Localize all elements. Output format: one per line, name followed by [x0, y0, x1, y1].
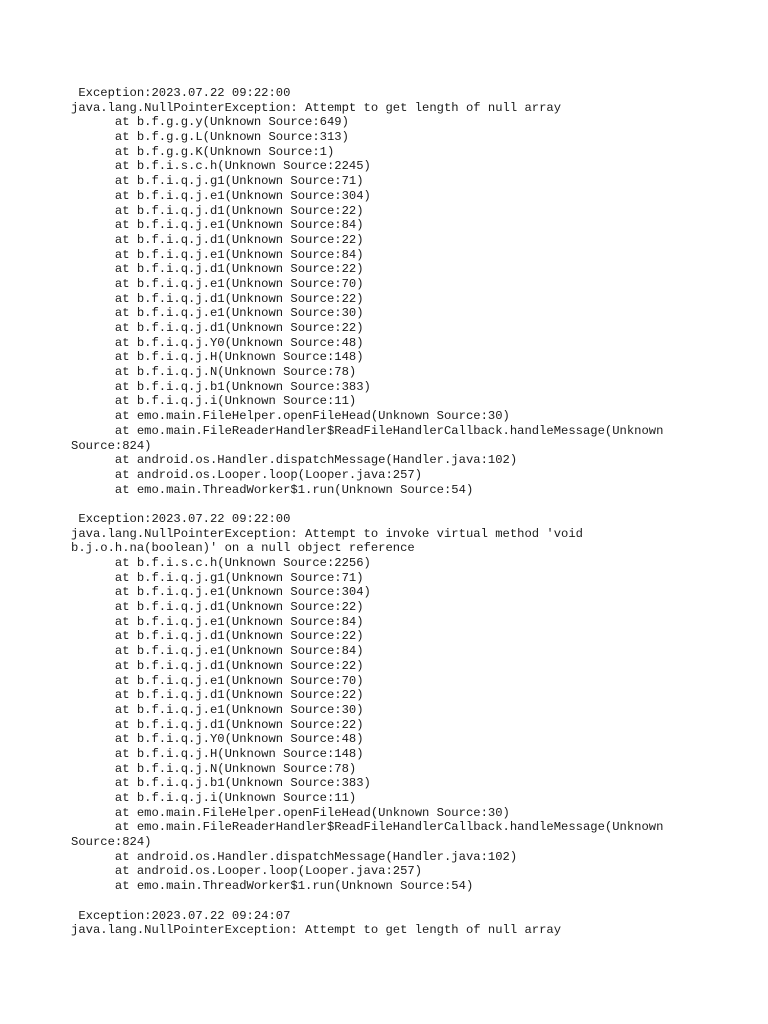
stack-trace-line: at emo.main.FileHelper.openFileHead(Unknown Source:30)	[71, 409, 510, 424]
stack-trace-line: at b.f.i.q.j.i(Unknown Source:11)	[71, 394, 357, 409]
stack-trace-line: at android.os.Handler.dispatchMessage(Handler.java:102)	[71, 849, 518, 864]
stack-trace-line: at b.f.i.q.j.b1(Unknown Source:383)	[71, 379, 371, 394]
stack-trace-line: at b.f.i.q.j.b1(Unknown Source:383)	[71, 776, 371, 791]
stack-trace-line: at android.os.Looper.loop(Looper.java:257)	[71, 467, 423, 482]
stack-trace-line: at b.f.i.q.j.g1(Unknown Source:71)	[71, 570, 364, 585]
stack-trace-line: at emo.main.ThreadWorker$1.run(Unknown Source:54)	[71, 879, 474, 894]
stack-trace-line: at b.f.i.q.j.e1(Unknown Source:70)	[71, 276, 364, 291]
stack-trace-line: at b.f.i.q.j.e1(Unknown Source:30)	[71, 702, 364, 717]
exception-block	[71, 86, 711, 497]
stack-trace-line: at b.f.i.q.j.e1(Unknown Source:304)	[71, 585, 371, 600]
stack-trace-line: at b.f.g.g.K(Unknown Source:1)	[71, 144, 335, 159]
stack-trace-line: at b.f.i.q.j.e1(Unknown Source:304)	[71, 188, 371, 203]
stack-trace-line: at b.f.i.q.j.d1(Unknown Source:22)	[71, 629, 364, 644]
exception-header: Exception:2023.07.22 09:22:00	[71, 511, 291, 526]
stack-trace-line: at b.f.i.q.j.N(Unknown Source:78)	[71, 761, 357, 776]
stack-trace-line: at b.f.i.q.j.H(Unknown Source:148)	[71, 746, 364, 761]
stack-trace-line: at emo.main.ThreadWorker$1.run(Unknown Source:54)	[71, 482, 474, 497]
exception-message: java.lang.NullPointerException: Attempt to invoke virtual method 'void	[71, 526, 583, 541]
stack-trace-line: at b.f.i.q.j.d1(Unknown Source:22)	[71, 688, 364, 703]
stack-trace-line: at b.f.i.s.c.h(Unknown Source:2245)	[71, 159, 371, 174]
log-document	[71, 86, 711, 938]
stack-trace-line: at b.f.g.g.L(Unknown Source:313)	[71, 130, 349, 145]
exception-header: Exception:2023.07.22 09:24:07	[71, 908, 291, 923]
exception-message: java.lang.NullPointerException: Attempt to get length of null array	[71, 923, 562, 938]
stack-trace-line: at b.f.i.q.j.d1(Unknown Source:22)	[71, 717, 364, 732]
stack-trace-line: at b.f.i.q.j.N(Unknown Source:78)	[71, 365, 357, 380]
block-separator	[71, 497, 711, 512]
stack-trace-line: at b.f.i.q.j.d1(Unknown Source:22)	[71, 321, 364, 335]
stack-trace-line: at android.os.Handler.dispatchMessage(Handler.java:102)	[71, 453, 518, 468]
stack-trace-line: at b.f.i.q.j.g1(Unknown Source:71)	[71, 174, 364, 189]
stack-trace-line: at b.f.i.q.j.d1(Unknown Source:22)	[71, 600, 364, 615]
stack-trace-line: at b.f.i.q.j.d1(Unknown Source:22)	[71, 291, 364, 306]
stack-trace-line: at b.f.i.q.j.d1(Unknown Source:22)	[71, 658, 364, 673]
stack-trace-line: at b.f.i.q.j.d1(Unknown Source:22)	[71, 262, 364, 277]
stack-trace-line: at emo.main.FileReaderHandler$ReadFileHandlerCallback.handleMessage(Unknown	[71, 820, 664, 835]
exception-block	[71, 909, 711, 938]
stack-trace-line: at b.f.i.q.j.d1(Unknown Source:22)	[71, 203, 364, 218]
stack-trace-line: at emo.main.FileReaderHandler$ReadFileHandlerCallback.handleMessage(Unknown	[71, 423, 664, 438]
stack-trace-line: at b.f.i.q.j.e1(Unknown Source:84)	[71, 247, 364, 262]
stack-trace-line: at android.os.Looper.loop(Looper.java:257)	[71, 864, 423, 879]
stack-trace-line: at emo.main.FileHelper.openFileHead(Unknown Source:30)	[71, 805, 510, 820]
exception-message: java.lang.NullPointerException: Attempt to get length of null array	[71, 100, 562, 115]
stack-trace-line: b.j.o.h.na(boolean)' on a null object reference	[71, 541, 415, 556]
stack-trace-line: at b.f.i.q.j.e1(Unknown Source:30)	[71, 306, 364, 321]
stack-trace-line: at b.f.i.q.j.i(Unknown Source:11)	[71, 791, 357, 805]
stack-trace-line: at b.f.i.q.j.H(Unknown Source:148)	[71, 350, 364, 365]
stack-trace-line: at b.f.i.q.j.e1(Unknown Source:84)	[71, 218, 364, 233]
stack-trace-line: at b.f.g.g.y(Unknown Source:649)	[71, 115, 349, 130]
stack-trace-line: at b.f.i.s.c.h(Unknown Source:2256)	[71, 556, 371, 570]
block-separator	[71, 894, 711, 909]
stack-trace-line: at b.f.i.q.j.Y0(Unknown Source:48)	[71, 732, 364, 747]
exception-block	[71, 512, 711, 894]
stack-trace-line: Source:824)	[71, 438, 152, 453]
stack-trace-line: at b.f.i.q.j.e1(Unknown Source:84)	[71, 644, 364, 659]
stack-trace-line: at b.f.i.q.j.Y0(Unknown Source:48)	[71, 335, 364, 350]
stack-trace-line: Source:824)	[71, 835, 152, 850]
stack-trace-line: at b.f.i.q.j.e1(Unknown Source:70)	[71, 673, 364, 688]
exception-header: Exception:2023.07.22 09:22:00	[71, 86, 291, 100]
stack-trace-line: at b.f.i.q.j.d1(Unknown Source:22)	[71, 232, 364, 247]
stack-trace-line: at b.f.i.q.j.e1(Unknown Source:84)	[71, 614, 364, 629]
